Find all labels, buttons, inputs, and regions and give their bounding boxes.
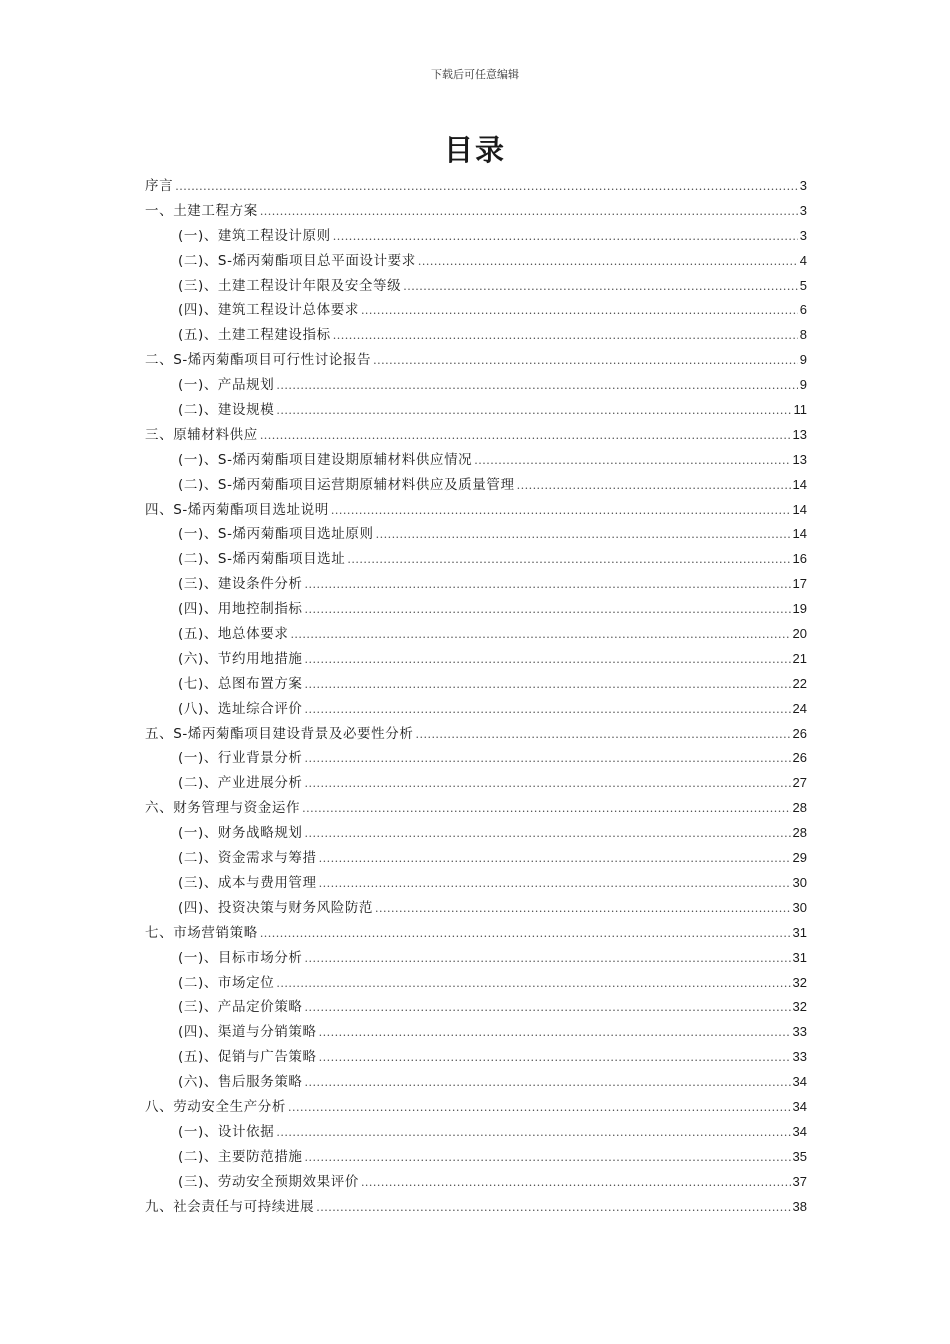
toc-entry[interactable]	[145, 423, 807, 448]
toc-dot-leader	[175, 175, 798, 200]
toc-entry[interactable]	[145, 871, 807, 896]
toc-entry-label[interactable]: (四)、建筑工程设计总体要求	[178, 302, 359, 319]
toc-entry-page-number[interactable]: 24	[792, 700, 807, 716]
toc-entry-page-number[interactable]: 9	[799, 377, 807, 393]
toc-entry[interactable]	[145, 597, 807, 622]
toc-entry-label[interactable]: (二)、产业进展分析	[178, 775, 303, 792]
toc-entry-page-number[interactable]: 28	[792, 825, 807, 841]
toc-entry-label[interactable]: (一)、财务战略规划	[178, 825, 303, 842]
toc-entry[interactable]	[145, 971, 807, 996]
toc-entry[interactable]	[145, 722, 807, 747]
toc-entry[interactable]	[145, 1095, 807, 1120]
toc-entry[interactable]	[145, 746, 807, 771]
toc-entry-label[interactable]: 八、劳动安全生产分析	[145, 1098, 286, 1115]
toc-entry-label[interactable]: (八)、选址综合评价	[178, 700, 303, 717]
toc-dot-leader	[276, 1121, 790, 1146]
toc-dot-leader	[302, 797, 790, 822]
toc-entry-label[interactable]: (二)、资金需求与筹措	[178, 850, 317, 867]
toc-entry[interactable]	[145, 622, 807, 647]
toc-entry-page-number[interactable]: 8	[799, 327, 807, 343]
toc-dot-leader	[260, 200, 798, 225]
toc-entry-label[interactable]: 四、S-烯丙菊酯项目选址说明	[145, 501, 329, 518]
toc-dot-leader	[305, 598, 791, 623]
toc-entry-page-number[interactable]: 20	[792, 626, 807, 642]
toc-entry-page-number[interactable]: 26	[792, 725, 807, 741]
toc-entry[interactable]	[145, 946, 807, 971]
toc-entry[interactable]	[145, 672, 807, 697]
toc-dot-leader	[260, 922, 791, 947]
toc-entry-page-number[interactable]: 27	[792, 775, 807, 791]
toc-entry[interactable]	[145, 1045, 807, 1070]
toc-dot-leader	[333, 324, 798, 349]
toc-entry[interactable]	[145, 298, 807, 323]
toc-dot-leader	[319, 1046, 791, 1071]
toc-dot-leader	[305, 648, 791, 673]
toc-entry-page-number[interactable]: 33	[792, 1024, 807, 1040]
toc-entry-label[interactable]: (二)、S-烯丙菊酯项目运营期原辅材料供应及质量管理	[178, 476, 515, 493]
toc-dot-leader	[305, 698, 791, 723]
toc-entry-label[interactable]: (二)、建设规模	[178, 402, 275, 419]
toc-entry[interactable]	[145, 1120, 807, 1145]
toc-entry-label[interactable]: (三)、成本与费用管理	[178, 874, 317, 891]
table-of-contents	[145, 174, 807, 1219]
toc-entry-label[interactable]: (三)、建设条件分析	[178, 576, 303, 593]
toc-entry-label[interactable]: (四)、用地控制指标	[178, 601, 303, 618]
toc-dot-leader	[305, 947, 791, 972]
toc-dot-leader	[260, 424, 791, 449]
toc-dot-leader	[316, 1196, 790, 1221]
toc-entry-label[interactable]: (三)、产品定价策略	[178, 999, 303, 1016]
toc-entry-page-number[interactable]: 6	[799, 302, 807, 318]
toc-entry-page-number[interactable]: 31	[792, 924, 807, 940]
toc-entry[interactable]	[145, 821, 807, 846]
toc-entry[interactable]	[145, 224, 807, 249]
toc-entry-page-number[interactable]: 38	[792, 1198, 807, 1214]
toc-entry-page-number[interactable]: 11	[793, 402, 807, 418]
toc-entry-page-number[interactable]: 30	[792, 899, 807, 915]
toc-entry[interactable]	[145, 771, 807, 796]
toc-entry[interactable]	[145, 473, 807, 498]
toc-entry-label[interactable]: (五)、促销与广告策略	[178, 1049, 317, 1066]
toc-entry-label[interactable]: 六、财务管理与资金运作	[145, 800, 301, 817]
toc-dot-leader	[305, 1146, 791, 1171]
toc-entry-page-number[interactable]: 5	[799, 277, 807, 293]
toc-entry[interactable]	[145, 1020, 807, 1045]
toc-entry[interactable]	[145, 697, 807, 722]
toc-entry-page-number[interactable]: 29	[792, 850, 807, 866]
toc-dot-leader	[288, 1096, 791, 1121]
toc-entry-page-number[interactable]: 22	[792, 675, 807, 691]
toc-dot-leader	[305, 996, 791, 1021]
toc-entry-page-number[interactable]: 35	[792, 1148, 807, 1164]
toc-entry[interactable]	[145, 896, 807, 921]
toc-entry-label[interactable]: (七)、总图布置方案	[178, 675, 303, 692]
toc-entry-page-number[interactable]: 21	[792, 650, 807, 666]
toc-entry-label[interactable]: (一)、S-烯丙菊酯项目建设期原辅材料供应情况	[178, 451, 473, 468]
toc-entry-label[interactable]: 二、S-烯丙菊酯项目可行性讨论报告	[145, 352, 372, 369]
toc-entry[interactable]	[145, 547, 807, 572]
toc-dot-leader	[276, 399, 791, 424]
toc-dot-leader	[305, 822, 791, 847]
toc-entry-label[interactable]: (三)、土建工程设计年限及安全等级	[178, 277, 402, 294]
toc-entry-label[interactable]: (一)、设计依据	[178, 1123, 275, 1140]
toc-entry[interactable]	[145, 398, 807, 423]
toc-entry[interactable]	[145, 921, 807, 946]
toc-entry-label[interactable]: (六)、节约用地措施	[178, 650, 303, 667]
toc-dot-leader	[305, 673, 791, 698]
toc-entry-page-number[interactable]: 14	[792, 526, 807, 542]
toc-entry-label[interactable]: (四)、投资决策与财务风险防范	[178, 899, 374, 916]
toc-entry-page-number[interactable]: 26	[792, 750, 807, 766]
toc-dot-leader	[474, 449, 790, 474]
toc-dot-leader	[517, 474, 791, 499]
toc-entry-page-number[interactable]: 30	[792, 874, 807, 890]
toc-entry[interactable]	[145, 498, 807, 523]
toc-dot-leader	[305, 772, 791, 797]
toc-entry-label[interactable]: (六)、售后服务策略	[178, 1074, 303, 1091]
toc-entry-label[interactable]: 序言	[145, 178, 174, 194]
toc-entry[interactable]	[145, 796, 807, 821]
toc-dot-leader	[305, 747, 791, 772]
toc-entry-page-number[interactable]: 34	[792, 1074, 807, 1090]
toc-entry-label[interactable]: (二)、市场定位	[178, 974, 275, 991]
toc-entry-label[interactable]: 一、土建工程方案	[145, 202, 258, 219]
toc-entry-page-number[interactable]: 13	[792, 451, 807, 467]
toc-entry-page-number[interactable]: 16	[792, 551, 807, 567]
toc-dot-leader	[376, 523, 791, 548]
toc-title: 目录	[443, 133, 506, 167]
toc-entry-label[interactable]: (五)、土建工程建设指标	[178, 327, 331, 344]
toc-entry-page-number[interactable]: 34	[792, 1123, 807, 1139]
toc-dot-leader	[319, 1021, 791, 1046]
toc-entry-page-number[interactable]: 34	[792, 1098, 807, 1114]
page-header-note: 下载后可任意编辑	[431, 68, 519, 81]
toc-entry-page-number[interactable]: 13	[792, 426, 807, 442]
toc-entry[interactable]	[145, 1145, 807, 1170]
toc-entry-label[interactable]: (一)、产品规划	[178, 377, 275, 394]
toc-entry-page-number[interactable]: 19	[792, 601, 807, 617]
toc-dot-leader	[305, 573, 791, 598]
toc-entry-page-number[interactable]: 3	[799, 202, 807, 218]
toc-entry[interactable]	[145, 323, 807, 348]
toc-entry[interactable]	[145, 174, 807, 199]
toc-dot-leader	[403, 275, 798, 300]
toc-entry[interactable]	[145, 995, 807, 1020]
toc-entry-page-number[interactable]: 32	[792, 999, 807, 1015]
toc-entry-page-number[interactable]: 17	[792, 576, 807, 592]
toc-dot-leader	[290, 623, 790, 648]
toc-entry[interactable]	[145, 448, 807, 473]
toc-entry[interactable]	[145, 199, 807, 224]
toc-dot-leader	[361, 299, 798, 324]
toc-entry[interactable]	[145, 348, 807, 373]
toc-dot-leader	[319, 872, 791, 897]
toc-entry-page-number[interactable]: 31	[792, 949, 807, 965]
toc-entry-label[interactable]: (二)、S-烯丙菊酯项目选址	[178, 551, 346, 568]
toc-dot-leader	[331, 499, 791, 524]
toc-entry-label[interactable]: (一)、目标市场分析	[178, 949, 303, 966]
toc-dot-leader	[276, 972, 790, 997]
toc-entry[interactable]	[145, 1070, 807, 1095]
toc-entry-label[interactable]: 五、S-烯丙菊酯项目建设背景及必要性分析	[145, 725, 414, 742]
toc-entry-label[interactable]: 九、社会责任与可持续进展	[145, 1198, 315, 1215]
toc-dot-leader	[373, 349, 798, 374]
toc-entry[interactable]	[145, 373, 807, 398]
toc-entry-page-number[interactable]: 14	[792, 501, 807, 517]
toc-entry-label[interactable]: (二)、主要防范措施	[178, 1148, 303, 1165]
toc-entry-label[interactable]: (五)、地总体要求	[178, 626, 289, 643]
toc-entry-label[interactable]: (一)、建筑工程设计原则	[178, 227, 331, 244]
toc-dot-leader	[305, 1071, 791, 1096]
toc-entry[interactable]	[145, 1195, 807, 1220]
toc-entry-page-number[interactable]: 14	[792, 476, 807, 492]
toc-entry-label[interactable]: 三、原辅材料供应	[145, 426, 258, 443]
toc-entry-label[interactable]: (一)、行业背景分析	[178, 750, 303, 767]
toc-entry[interactable]	[145, 846, 807, 871]
toc-entry-label[interactable]: 七、市场营销策略	[145, 924, 258, 941]
toc-entry[interactable]	[145, 1170, 807, 1195]
toc-dot-leader	[418, 250, 798, 275]
toc-dot-leader	[333, 225, 798, 250]
toc-entry[interactable]	[145, 274, 807, 299]
toc-dot-leader	[375, 897, 790, 922]
toc-entry-label[interactable]: (二)、S-烯丙菊酯项目总平面设计要求	[178, 252, 416, 269]
toc-dot-leader	[361, 1171, 791, 1196]
toc-entry[interactable]	[145, 249, 807, 274]
toc-dot-leader	[347, 548, 790, 573]
toc-entry-label[interactable]: (四)、渠道与分销策略	[178, 1024, 317, 1041]
toc-dot-leader	[276, 374, 797, 399]
toc-entry-label[interactable]: (一)、S-烯丙菊酯项目选址原则	[178, 526, 374, 543]
toc-entry-page-number[interactable]: 37	[792, 1173, 807, 1189]
toc-entry-page-number[interactable]: 3	[799, 227, 807, 243]
toc-entry-page-number[interactable]: 33	[792, 1049, 807, 1065]
toc-entry[interactable]	[145, 647, 807, 672]
toc-entry[interactable]	[145, 522, 807, 547]
toc-entry-page-number[interactable]: 9	[799, 352, 807, 368]
toc-entry-page-number[interactable]: 32	[792, 974, 807, 990]
toc-dot-leader	[319, 847, 791, 872]
toc-entry-page-number[interactable]: 4	[799, 252, 807, 268]
toc-dot-leader	[415, 723, 790, 748]
toc-entry-page-number[interactable]: 28	[792, 800, 807, 816]
toc-entry-label[interactable]: (三)、劳动安全预期效果评价	[178, 1173, 359, 1190]
toc-entry[interactable]	[145, 572, 807, 597]
toc-entry-page-number[interactable]: 3	[799, 178, 807, 193]
